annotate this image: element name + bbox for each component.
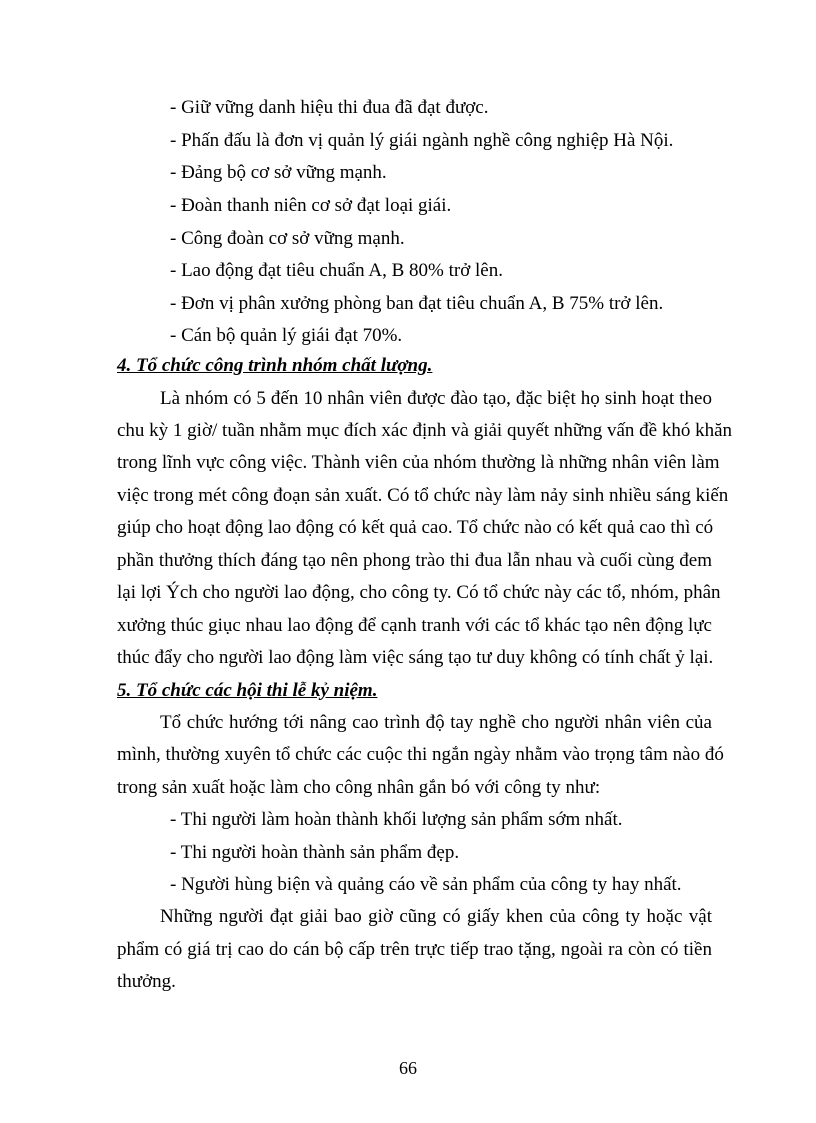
list-item: - Thi người làm hoàn thành khối lượng sản phẩm sớm nhất. [170,809,623,830]
paragraph-line: trong lĩnh vực công việc. Thành viên của nhóm thường là những nhân viên làm [117,452,720,473]
paragraph-line: lại lợi Ých cho người lao động, cho công ty. Có tổ chức này các tổ, nhóm, phân [117,582,721,603]
list-item: - Giữ vững danh hiệu thi đua đã đạt được. [170,97,489,118]
paragraph-line: chu kỳ 1 giờ/ tuần nhằm mục đích xác định và giải quyết những vấn đề khó khăn [117,420,733,441]
list-item: - Thi người hoàn thành sản phẩm đẹp. [170,842,460,863]
paragraph-line: mình, thường xuyên tổ chức các cuộc thi ngắn ngày nhằm vào trọng tâm nào đó [117,744,724,765]
list-item: - Cán bộ quản lý giái đạt 70%. [170,325,403,346]
list-item: - Lao động đạt tiêu chuẩn A, B 80% trở lên. [170,260,503,281]
page-number: 66 [399,1058,417,1078]
paragraph-line: Những người đạt giải bao giờ cũng có giấy khen của công ty hoặc vật [160,906,712,927]
paragraph-line: thúc đẩy cho người lao động làm việc sáng tạo tư duy không có tính chất ỷ lại. [117,647,714,668]
list-item: - Người hùng biện và quảng cáo về sản phẩm của công ty hay nhất. [170,874,682,895]
list-item: - Đơn vị phân xưởng phòng ban đạt tiêu chuẩn A, B 75% trở lên. [170,293,664,314]
paragraph-line: giúp cho hoạt động lao động có kết quả cao. Tổ chức nào có kết quả cao thì có [117,517,714,538]
list-item: - Phấn đấu là đơn vị quản lý giái ngành nghề công nghiệp Hà Nội. [170,130,674,151]
paragraph-line: trong sản xuất hoặc làm cho công nhân gắn bó với công ty như: [117,777,601,798]
paragraph-line: xưởng thúc giục nhau lao động để cạnh tranh với các tổ khác tạo nên động lực [117,615,712,636]
paragraph-line: phẩm có giá trị cao do cán bộ cấp trên trực tiếp trao tặng, ngoài ra còn có tiền [117,939,712,960]
paragraph-line: thưởng. [117,971,176,992]
paragraph-line: Tổ chức hướng tới nâng cao trình độ tay nghề cho người nhân viên của [160,712,712,733]
paragraph-line: việc trong mét công đoạn sản xuất. Có tổ chức này làm nảy sinh nhiều sáng kiến [117,485,729,506]
section-5-heading: 5. Tổ chức các hội thi lễ kỷ niệm. [117,680,378,701]
list-item: - Đoàn thanh niên cơ sở đạt loại giái. [170,195,452,216]
list-item: - Công đoàn cơ sở vững mạnh. [170,228,405,249]
section-4-heading: 4. Tổ chức công trình nhóm chất lượng. [117,355,433,376]
list-item: - Đảng bộ cơ sở vững mạnh. [170,162,387,183]
paragraph-line: phần thưởng thích đáng tạo nên phong trào thi đua lẫn nhau và cuối cùng đem [117,550,712,571]
paragraph-line: Là nhóm có 5 đến 10 nhân viên được đào tạo, đặc biệt họ sinh hoạt theo [160,388,712,409]
